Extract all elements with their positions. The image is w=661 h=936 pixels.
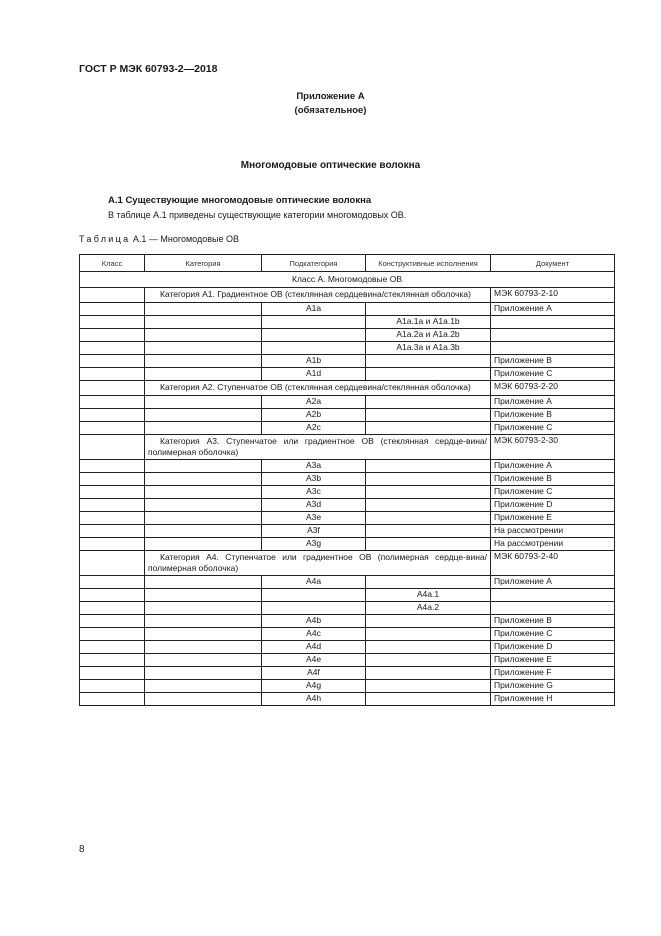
- table-row: [80, 551, 615, 576]
- subcategory-cell: A3d: [262, 499, 366, 512]
- category-cell: [145, 409, 262, 422]
- section-heading: [108, 195, 371, 206]
- document-cell: На рассмотрении: [491, 538, 615, 551]
- class-cell: [80, 589, 145, 602]
- document-cell: МЭК 60793-2-40: [491, 551, 615, 576]
- subcategory-cell: A4d: [262, 641, 366, 654]
- class-cell: [80, 409, 145, 422]
- design-cell: [366, 460, 491, 473]
- class-cell: [80, 615, 145, 628]
- class-cell: [80, 473, 145, 486]
- table-row: [80, 329, 615, 342]
- table-row: [80, 288, 615, 303]
- column-header: Конструктивные исполнения: [366, 255, 491, 272]
- column-header: Категория: [145, 255, 262, 272]
- design-cell: A1a.1a и A1a.1b: [366, 316, 491, 329]
- category-cell: [145, 460, 262, 473]
- category-cell: [145, 576, 262, 589]
- design-cell: A1a.3a и A1a.3b: [366, 342, 491, 355]
- class-cell: [80, 641, 145, 654]
- design-cell: [366, 538, 491, 551]
- caption-prefix: Таблица: [79, 234, 131, 244]
- class-cell: [80, 329, 145, 342]
- design-cell: [366, 355, 491, 368]
- design-cell: [366, 654, 491, 667]
- class-cell: [80, 342, 145, 355]
- subcategory-cell: A4f: [262, 667, 366, 680]
- category-cell: [145, 512, 262, 525]
- table-row: [80, 381, 615, 396]
- table-caption: [79, 234, 239, 244]
- document-cell: Приложение А: [491, 460, 615, 473]
- table-row: [80, 473, 615, 486]
- table-row: [80, 486, 615, 499]
- document-cell: МЭК 60793-2-10: [491, 288, 615, 303]
- subcategory-cell: A3a: [262, 460, 366, 473]
- category-cell: [145, 316, 262, 329]
- page-number: 8: [79, 844, 85, 855]
- design-cell: [366, 615, 491, 628]
- document-cell: МЭК 60793-2-20: [491, 381, 615, 396]
- subcategory-cell: [262, 602, 366, 615]
- table-row: [80, 499, 615, 512]
- table-row: [80, 409, 615, 422]
- category-cell: [145, 641, 262, 654]
- class-cell: [80, 381, 145, 396]
- page-title: Многомодовые оптические волокна: [240, 160, 421, 171]
- subcategory-cell: A2c: [262, 422, 366, 435]
- table-row: [80, 538, 615, 551]
- document-cell: МЭК 60793-2-30: [491, 435, 615, 460]
- subcategory-cell: [262, 329, 366, 342]
- table-row: [80, 576, 615, 589]
- table-row: [80, 602, 615, 615]
- category-cell: [145, 602, 262, 615]
- table-row: [80, 316, 615, 329]
- class-cell: [80, 667, 145, 680]
- caption-text: А.1 — Многомодовые ОВ: [132, 234, 239, 244]
- document-cell: Приложение В: [491, 409, 615, 422]
- document-cell: Приложение G: [491, 680, 615, 693]
- design-cell: [366, 525, 491, 538]
- category-cell: [145, 654, 262, 667]
- document-cell: Приложение А: [491, 303, 615, 316]
- design-cell: [366, 641, 491, 654]
- class-cell: Класс А. Многомодовые ОВ: [80, 272, 615, 288]
- class-cell: [80, 512, 145, 525]
- category-cell: Категория А4. Ступенчатое или градиентное ОВ (полимерная сердце-вина/полимерная оболочка): [145, 551, 491, 576]
- class-cell: [80, 525, 145, 538]
- document-cell: Приложение С: [491, 486, 615, 499]
- subcategory-cell: A4g: [262, 680, 366, 693]
- document-header: ГОСТ Р МЭК 60793-2—2018: [79, 63, 218, 75]
- table-row: [80, 435, 615, 460]
- subcategory-cell: [262, 589, 366, 602]
- category-cell: [145, 342, 262, 355]
- document-cell: Приложение А: [491, 576, 615, 589]
- section-number: А.1: [108, 195, 123, 206]
- table-header-row: [80, 255, 615, 272]
- document-cell: Приложение Е: [491, 654, 615, 667]
- table-row: [80, 396, 615, 409]
- table-row: [80, 693, 615, 706]
- document-cell: Приложение С: [491, 422, 615, 435]
- subcategory-cell: [262, 316, 366, 329]
- design-cell: [366, 680, 491, 693]
- document-cell: Приложение В: [491, 473, 615, 486]
- design-cell: A4a.1: [366, 589, 491, 602]
- subcategory-cell: A4c: [262, 628, 366, 641]
- table-row: [80, 680, 615, 693]
- subcategory-cell: A3f: [262, 525, 366, 538]
- table-row: [80, 628, 615, 641]
- design-cell: [366, 576, 491, 589]
- table-row: [80, 654, 615, 667]
- design-cell: [366, 473, 491, 486]
- category-cell: [145, 693, 262, 706]
- category-cell: [145, 615, 262, 628]
- document-cell: [491, 602, 615, 615]
- table-row: [80, 615, 615, 628]
- class-cell: [80, 288, 145, 303]
- column-header: Подкатегория: [262, 255, 366, 272]
- class-cell: [80, 396, 145, 409]
- class-cell: [80, 680, 145, 693]
- document-cell: Приложение F: [491, 667, 615, 680]
- category-cell: Категория А1. Градиентное ОВ (стеклянная сердцевина/стеклянная оболочка): [145, 288, 491, 303]
- class-cell: [80, 316, 145, 329]
- subcategory-cell: A2a: [262, 396, 366, 409]
- design-cell: [366, 368, 491, 381]
- document-cell: [491, 342, 615, 355]
- category-cell: Категория А3. Ступенчатое или градиентное ОВ (стеклянная сердце-вина/полимерная оболочка): [145, 435, 491, 460]
- document-cell: [491, 329, 615, 342]
- document-cell: Приложение D: [491, 499, 615, 512]
- category-cell: [145, 499, 262, 512]
- category-cell: [145, 589, 262, 602]
- design-cell: A1a.2a и A1a.2b: [366, 329, 491, 342]
- table-row: [80, 589, 615, 602]
- design-cell: [366, 693, 491, 706]
- design-cell: [366, 667, 491, 680]
- document-cell: Приложение С: [491, 368, 615, 381]
- fiber-table: [79, 254, 615, 706]
- annex-title: Приложение А: [296, 91, 365, 102]
- class-cell: [80, 602, 145, 615]
- class-cell: [80, 628, 145, 641]
- table-row: [80, 525, 615, 538]
- subcategory-cell: A1b: [262, 355, 366, 368]
- subcategory-cell: A1d: [262, 368, 366, 381]
- design-cell: [366, 628, 491, 641]
- column-header: Документ: [491, 255, 615, 272]
- class-cell: [80, 355, 145, 368]
- document-cell: Приложение В: [491, 355, 615, 368]
- subcategory-cell: A4b: [262, 615, 366, 628]
- category-cell: [145, 538, 262, 551]
- design-cell: [366, 422, 491, 435]
- document-cell: [491, 316, 615, 329]
- category-cell: [145, 667, 262, 680]
- column-header: Класс: [80, 255, 145, 272]
- design-cell: [366, 303, 491, 316]
- class-cell: [80, 368, 145, 381]
- category-cell: [145, 486, 262, 499]
- document-cell: Приложение В: [491, 615, 615, 628]
- document-cell: Приложение А: [491, 396, 615, 409]
- subcategory-cell: A3c: [262, 486, 366, 499]
- table-row: [80, 303, 615, 316]
- table-row: [80, 342, 615, 355]
- category-cell: [145, 525, 262, 538]
- class-cell: [80, 654, 145, 667]
- class-cell: [80, 486, 145, 499]
- subcategory-cell: A4h: [262, 693, 366, 706]
- design-cell: [366, 396, 491, 409]
- category-cell: [145, 368, 262, 381]
- table-row: [80, 641, 615, 654]
- category-cell: [145, 303, 262, 316]
- category-cell: [145, 396, 262, 409]
- table-row: [80, 460, 615, 473]
- class-cell: [80, 422, 145, 435]
- subcategory-cell: A2b: [262, 409, 366, 422]
- section-title: Существующие многомодовые оптические волокна: [125, 195, 372, 206]
- category-cell: [145, 473, 262, 486]
- design-cell: [366, 499, 491, 512]
- subcategory-cell: A4e: [262, 654, 366, 667]
- document-cell: На рассмотрении: [491, 525, 615, 538]
- table-row: [80, 355, 615, 368]
- class-cell: [80, 303, 145, 316]
- design-cell: [366, 512, 491, 525]
- annex-subtitle: (обязательное): [294, 105, 367, 116]
- class-row: [80, 272, 615, 288]
- document-cell: Приложение С: [491, 628, 615, 641]
- category-cell: [145, 628, 262, 641]
- intro-paragraph: В таблице А.1 приведены существующие категории многомодовых ОВ.: [108, 210, 407, 220]
- subcategory-cell: [262, 342, 366, 355]
- category-cell: [145, 355, 262, 368]
- category-cell: [145, 680, 262, 693]
- class-cell: [80, 538, 145, 551]
- class-cell: [80, 435, 145, 460]
- table-row: [80, 368, 615, 381]
- class-cell: [80, 460, 145, 473]
- document-cell: Приложение Н: [491, 693, 615, 706]
- subcategory-cell: A1a: [262, 303, 366, 316]
- document-cell: Приложение Е: [491, 512, 615, 525]
- subcategory-cell: A3g: [262, 538, 366, 551]
- table-row: [80, 422, 615, 435]
- document-cell: [491, 589, 615, 602]
- class-cell: [80, 551, 145, 576]
- design-cell: [366, 486, 491, 499]
- class-cell: [80, 576, 145, 589]
- class-cell: [80, 693, 145, 706]
- subcategory-cell: A4a: [262, 576, 366, 589]
- table-row: [80, 512, 615, 525]
- table-row: [80, 667, 615, 680]
- category-cell: [145, 329, 262, 342]
- document-cell: Приложение D: [491, 641, 615, 654]
- design-cell: A4a.2: [366, 602, 491, 615]
- subcategory-cell: A3e: [262, 512, 366, 525]
- class-cell: [80, 499, 145, 512]
- subcategory-cell: A3b: [262, 473, 366, 486]
- category-cell: [145, 422, 262, 435]
- category-cell: Категория А2. Ступенчатое ОВ (стеклянная сердцевина/стеклянная оболочка): [145, 381, 491, 396]
- design-cell: [366, 409, 491, 422]
